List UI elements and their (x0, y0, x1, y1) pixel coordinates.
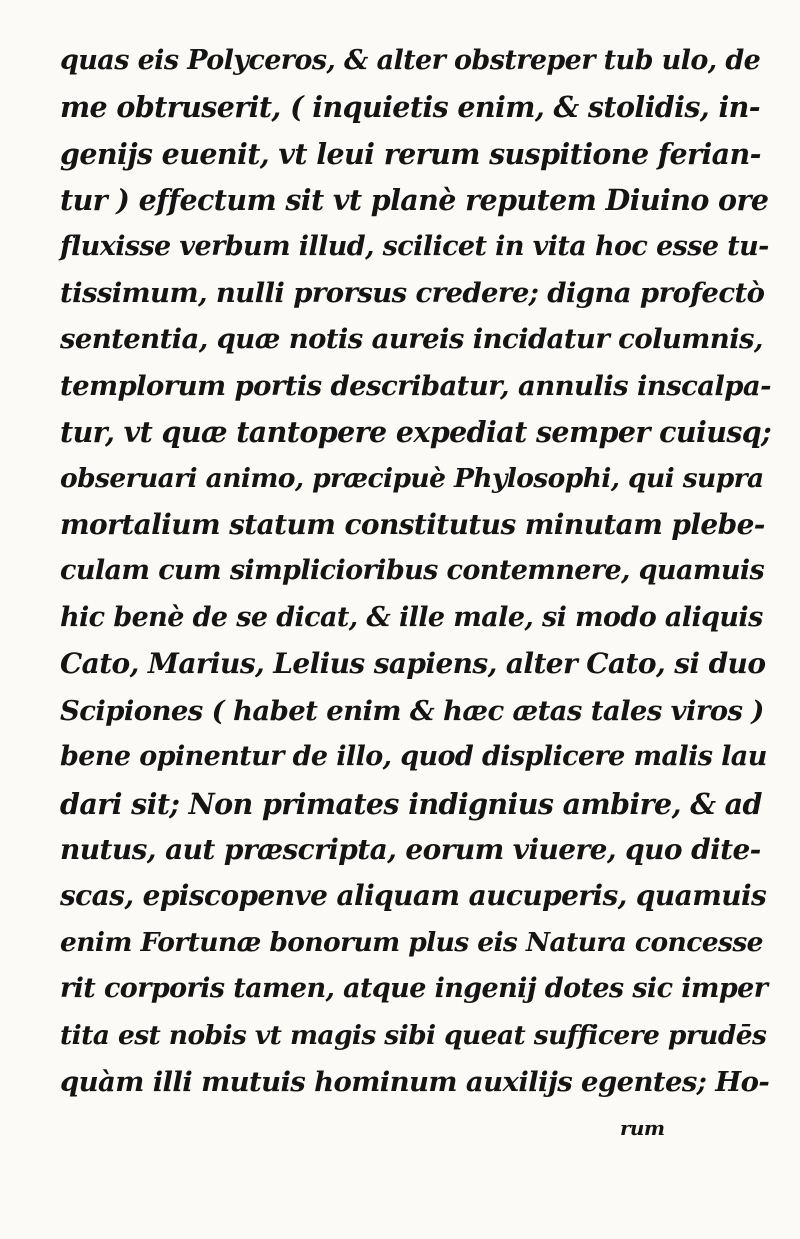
text-line: fluxisse verbum illud, scilicet in vita hoc esse tu- (60, 230, 769, 262)
text-line: genijs euenit, vt leui rerum suspitione ferian- (60, 136, 761, 171)
text-line: scas, episcopenve aliquam aucuperis, quamuis (60, 879, 767, 913)
text-line: tita est nobis vt magis sibi queat sufficere prudēs (60, 1019, 767, 1051)
text-line: bene opinentur de illo, quod displicere malis lau (60, 741, 767, 773)
text-line: quàm illi mutuis hominum auxilijs egentes; Ho- (60, 1065, 770, 1098)
text-line: me obtruserit, ( inquietis enim, & stolidis, in- (60, 90, 761, 125)
text-line: rit corporis tamen, atque ingenij dotes sic imper (60, 973, 768, 1005)
latin-text-block (60, 38, 772, 1152)
text-line: culam cum simplicioribus contemnere, quamuis (60, 555, 765, 587)
text-line: templorum portis describatur, annulis inscalpa- (60, 369, 771, 402)
text-line: hic benè de se dicat, & ille male, si modo aliquis (60, 601, 763, 633)
text-line: Cato, Marius, Lelius sapiens, alter Cato, si duo (60, 647, 766, 681)
text-line: obseruari animo, præcipuè Phylosophi, qui supra (60, 462, 764, 494)
text-line: Scipiones ( habet enim & hæc ætas tales viros ) (60, 694, 764, 727)
text-line: enim Fortunæ bonorum plus eis Natura concesse (60, 926, 763, 958)
text-line: quas eis Polyceros, & alter obstreper tub ulo, de (60, 45, 761, 76)
text-line: mortalium statum constitutus minutam plebe- (60, 508, 765, 542)
text-line: sententia, quæ notis aureis incidatur columnis, (60, 323, 763, 356)
text-line: dari sit; Non primates indignius ambire, & ad (60, 786, 762, 821)
catchword: rum (620, 1116, 665, 1141)
text-line: tur ) effectum sit vt planè reputem Diuino ore (60, 183, 769, 218)
text-line: tur, vt quæ tantopere expediat semper cuiusq; (60, 415, 772, 450)
text-line: nutus, aut præscripta, eorum viuere, quo dite- (60, 832, 761, 866)
text-line: tissimum, nulli prorsus credere; digna profectò (60, 277, 765, 310)
